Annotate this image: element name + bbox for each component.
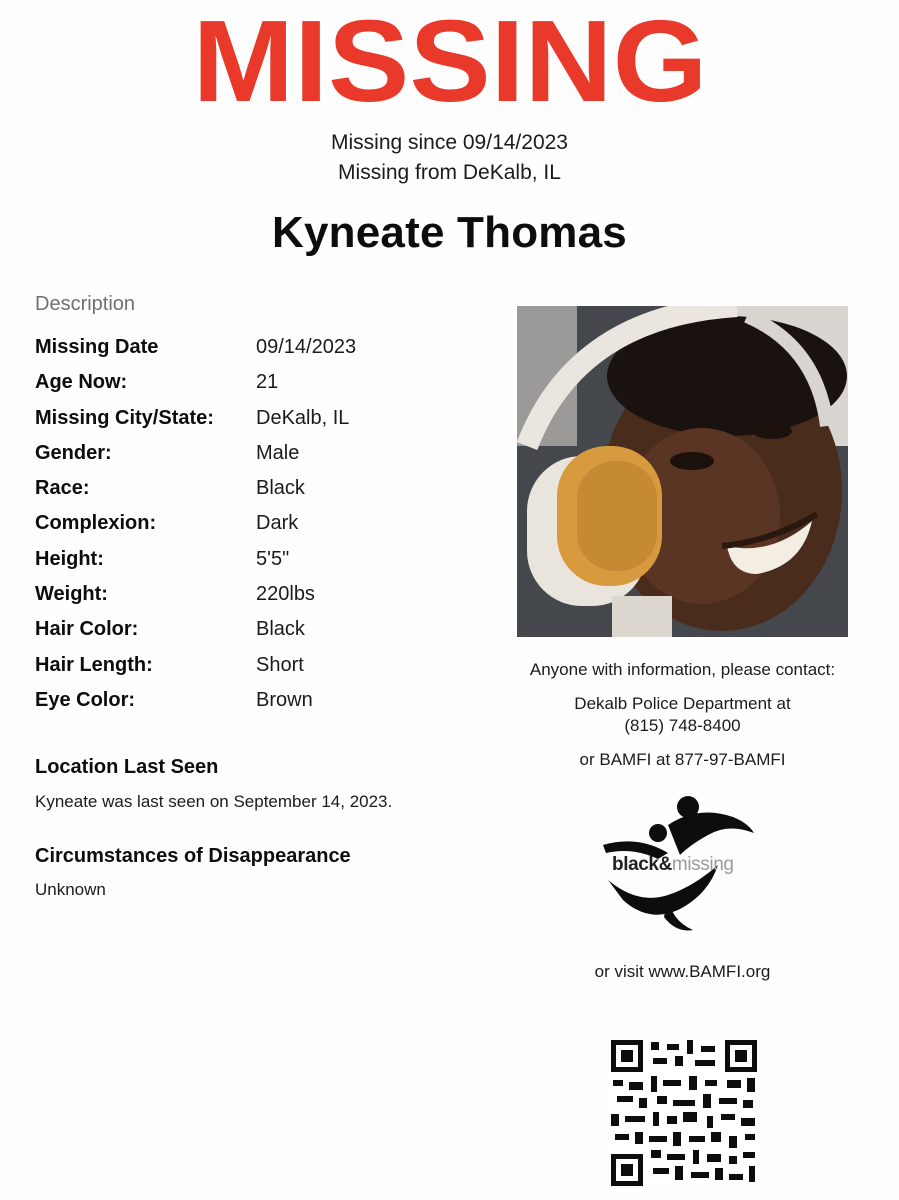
detail-label: Height: (35, 547, 104, 570)
missing-title-text: MISSING (192, 0, 707, 104)
detail-value: Short (256, 653, 304, 676)
detail-label: Eye Color: (35, 688, 136, 711)
qr-code (611, 1040, 757, 1186)
missing-heading (0, 0, 899, 104)
missing-since: Missing since 09/14/2023 (331, 131, 568, 154)
visit-website: or visit www.BAMFI.org (594, 962, 771, 981)
detail-value: Black (256, 477, 305, 500)
detail-value: 220lbs (256, 583, 315, 606)
bamfi-phone: or BAMFI at 877-97-BAMFI (579, 750, 786, 769)
detail-value: Brown (256, 688, 313, 711)
detail-label: Hair Color: (35, 618, 139, 641)
location-text: Kyneate was last seen on September 14, 2023. (35, 792, 393, 811)
detail-label: Missing Date (35, 336, 159, 358)
logo-text-light: missing (671, 854, 734, 875)
detail-label: Weight: (35, 583, 108, 606)
missing-from: Missing from DeKalb, IL (338, 161, 561, 184)
detail-value: 21 (256, 371, 279, 394)
missing-info (0, 128, 899, 188)
detail-label: Missing City/State: (35, 406, 214, 429)
detail-label: Race: (35, 477, 90, 500)
police-phone: (815) 748-8400 (624, 716, 741, 735)
detail-value: 5'5" (256, 547, 290, 570)
black-and-missing-logo (598, 795, 758, 935)
detail-label: Complexion: (35, 512, 157, 535)
person-name: Kyneate Thomas (272, 208, 627, 257)
detail-value: DeKalb, IL (256, 406, 350, 429)
location-heading: Location Last Seen (35, 756, 219, 778)
detail-label: Gender: (35, 441, 112, 464)
detail-label: Hair Length: (35, 653, 153, 676)
detail-value: 09/14/2023 (256, 336, 357, 358)
missing-title (170, 0, 730, 104)
logo-text (612, 854, 734, 876)
logo-text-bold: black& (612, 854, 672, 875)
description-heading: Description (35, 293, 136, 315)
contact-intro: Anyone with information, please contact: (529, 660, 836, 679)
police-contact (500, 693, 865, 737)
police-name: Dekalb Police Department at (574, 694, 791, 713)
detail-label: Age Now: (35, 371, 128, 394)
circumstances-text: Unknown (35, 880, 106, 899)
detail-value: Male (256, 441, 300, 464)
detail-value: Black (256, 618, 305, 641)
person-photo (517, 306, 848, 637)
circumstances-heading: Circumstances of Disappearance (35, 845, 351, 867)
detail-value: Dark (256, 512, 299, 535)
